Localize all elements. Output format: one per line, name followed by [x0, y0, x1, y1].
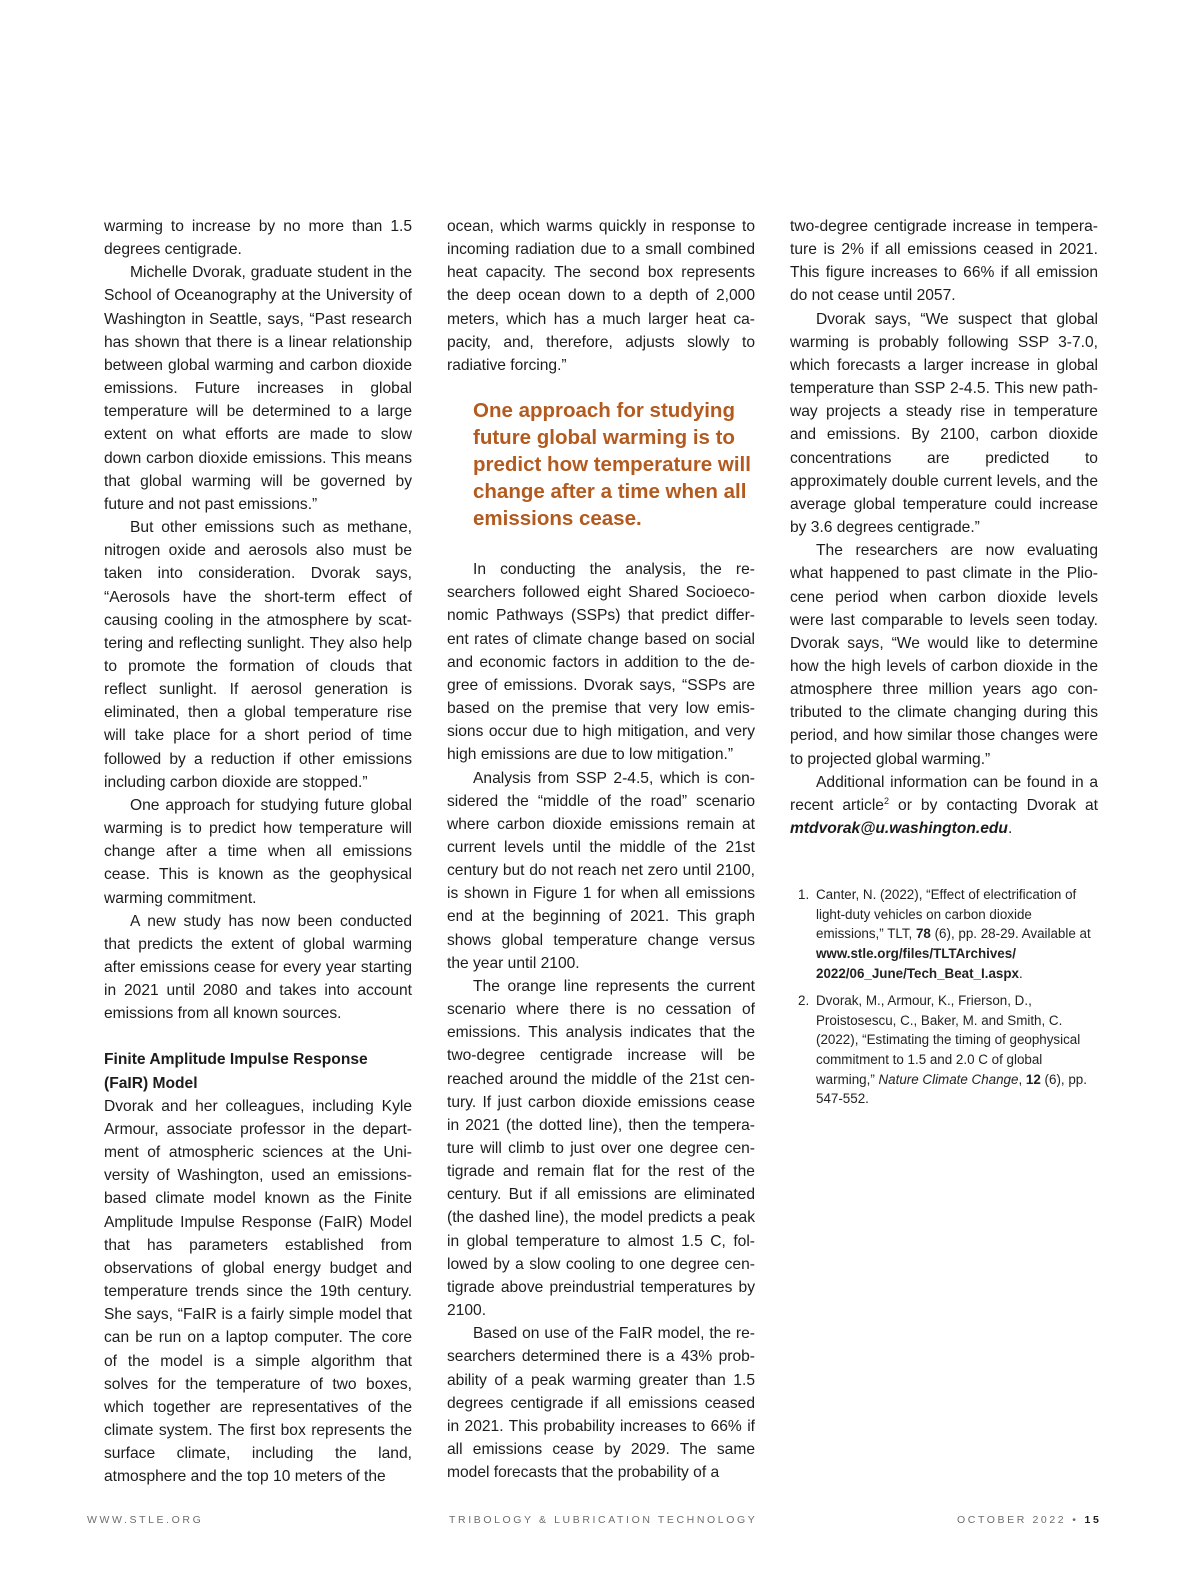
pull-quote: One approach for studying future global warming is to predict how temperature will change after a time when all emissions cease.: [473, 399, 751, 531]
paragraph: One approach for studying future global warming is to predict how temperature will change after a time when all emissions cease. This is known as the geophysical warming commitment.: [104, 796, 412, 907]
reference-number: 1.: [798, 887, 810, 903]
reference-link[interactable]: www.stle.org/files/TLTArchives/ 2022/06_June/Tech_Beat_I.aspx: [816, 946, 1019, 981]
footer-website[interactable]: WWW.STLE.ORG: [87, 1514, 204, 1526]
reference-text: (6), pp. 28-29. Available at: [930, 926, 1091, 942]
reference-volume: 12: [1025, 1071, 1041, 1087]
reference-volume: 78: [915, 926, 931, 942]
section-heading: Finite Amplitude Impulse Response (FaIR) Model: [104, 1051, 368, 1092]
paragraph: In conducting the analysis, the researchers followed eight Shared Socioeconomic Pathways (SSPs) that predict different rates of climate change based on social and economic factors in addition to the degree of emissions. Dvorak says, “SSPs are based on the premise that very low emissions occur due to high mitigation, and very high emissions are due to low mitigation.”: [447, 561, 755, 764]
footer-separator: •: [1072, 1514, 1079, 1526]
paragraph-text: or by contacting Dvorak at: [889, 796, 1098, 814]
email-link[interactable]: mtdvorak@u.washington.edu: [790, 820, 1008, 838]
paragraph: warming to increase by no more than 1.5 degrees centigrade.: [104, 218, 412, 259]
paragraph: Analysis from SSP 2-4.5, which is considered the “middle of the road” scenario where carbon dioxide emissions remain at current levels until the middle of the 21st century but do not reach net zero until 2100, is shown in Figure 1 for when all emissions end at the beginning of 2021. This graph shows global temperature change versus the year until 2100.: [447, 769, 755, 972]
footer-date-page: [957, 1514, 1101, 1526]
references-list: [790, 885, 1098, 1109]
article-column-2: [447, 215, 755, 1484]
reference-text: (6), pp. 547-552.: [816, 1071, 1087, 1107]
paragraph: The researchers are now evaluating what happened to past climate in the Pliocene period when carbon dioxide levels were last comparable to levels seen today. Dvorak says, “We would like to determine how the high levels of carbon dioxide in the atmosphere three million years ago contributed to the climate changing during this period, and how similar those changes were to projected global warming.”: [790, 542, 1098, 768]
paragraph: ocean, which warms quickly in response to incoming radiation due to a small combined heat capacity. The second box represents the deep ocean down to a depth of 2,000 meters, which has a much larger heat capacity, and, therefore, adjusts slowly to radiative forcing.”: [447, 218, 755, 374]
article-column-3: [790, 215, 1098, 1117]
reference-text: .: [1018, 965, 1023, 981]
reference-text: Dvorak, M., Armour, K., Frierson, D., Proistosescu, C., Baker, M. and Smith, C. (2022), “Estimating the timing of geophysical commitment to 1.5 and 2.0 C of global warming,”: [816, 993, 1081, 1087]
paragraph: [790, 771, 1098, 840]
page-number: 15: [1084, 1514, 1102, 1526]
reference-journal: Nature Climate Change: [878, 1071, 1019, 1087]
paragraph-text: .: [1007, 820, 1013, 838]
paragraph: But other emissions such as methane, nitrogen oxide and aerosols also must be taken into consideration. Dvorak says, “Aerosols have the short-term effect of causing cooling in the atmosphere by scattering and reflecting sunlight. They also help to promote the formation of clouds that reflect sunlight. If aerosol generation is eliminated, then a global temperature rise will take place for a short period of time followed by a reduction if other emissions including carbon dioxide are stopped.”: [104, 519, 412, 791]
article-column-1: [104, 215, 412, 1488]
paragraph-text: Additional information can be found in a recent article: [790, 773, 1098, 814]
paragraph: two-degree centigrade increase in temperature is 2% if all emissions ceased in 2021. This figure increases to 66% if all emission do not cease until 2057.: [790, 218, 1098, 305]
paragraph: A new study has now been conducted that predicts the extent of global warming after emissions cease for every year starting in 2021 until 2080 and takes into account emissions from all known sources.: [104, 912, 412, 1023]
paragraph: Dvorak says, “We suspect that global warming is probably following SSP 3-7.0, which forecasts a larger increase in global temperature than SSP 2-4.5. This new pathway projects a steady rise in temperature and emissions. By 2100, carbon dioxide concentrations are predicted to approximately double current levels, and the average global temperature could increase by 3.6 degrees centigrade.”: [790, 310, 1098, 537]
reference-item: [798, 885, 1098, 983]
paragraph: Based on use of the FaIR model, the researchers determined there is a 43% probability of a peak warming greater than 1.5 degrees centigrade if all emissions ceased in 2021. This probability increases to 66% if all emissions cease by 2029. The same model forecasts that the probability of a: [447, 1325, 755, 1482]
reference-text: Canter, N. (2022), “Effect of electrification of light-duty vehicles on carbon dioxide emissions,” TLT,: [816, 887, 1077, 942]
reference-number: 2.: [798, 993, 810, 1009]
footer-publication: TRIBOLOGY & LUBRICATION TECHNOLOGY: [449, 1514, 758, 1526]
paragraph: The orange line represents the current scenario where there is no cessation of emissions. This analysis indicates that the two-degree centigrade increase will be reached around the middle of the 21st century. If just carbon dioxide emissions cease in 2021 (the dotted line), then the temperature will climb to just over one degree centigrade and remain flat for the rest of the century. But if all emissions are eliminated (the dashed line), the model predicts a peak in global temperature to almost 1.5 C, followed by a slow cooling to one degree centigrade above preindustrial temperatures by 2100.: [447, 977, 755, 1320]
paragraph: Michelle Dvorak, graduate student in the School of Oceanography at the University of Washington in Seattle, says, “Past research has shown that there is a linear relationship between global warming and carbon dioxide emissions. Future increases in global temperature will be determined to a large extent on what efforts are made to slow down carbon dioxide emissions. This means that global warming will be governed by future and not past emissions.”: [104, 264, 412, 513]
reference-marker[interactable]: 2: [883, 795, 889, 806]
paragraph: Dvorak and her colleagues, including Kyle Armour, associate professor in the department of atmospheric sciences at the University of Washington, used an emissions-based climate model known as the Finite Amplitude Impulse Response (FaIR) Model that has parameters established from observations of global energy budget and temperature trends since the 19th century. She says, “FaIR is a fairly simple model that can be run on a laptop computer. The core of the model is a simple algorithm that solves for the temperature of two boxes, which together are representatives of the climate system. The first box represents the surface climate, including the land, atmosphere and the top 10 meters of the: [104, 1097, 412, 1486]
footer-date: OCTOBER 2022: [957, 1514, 1067, 1526]
reference-text: ,: [1018, 1071, 1026, 1087]
reference-item: [798, 991, 1098, 1109]
